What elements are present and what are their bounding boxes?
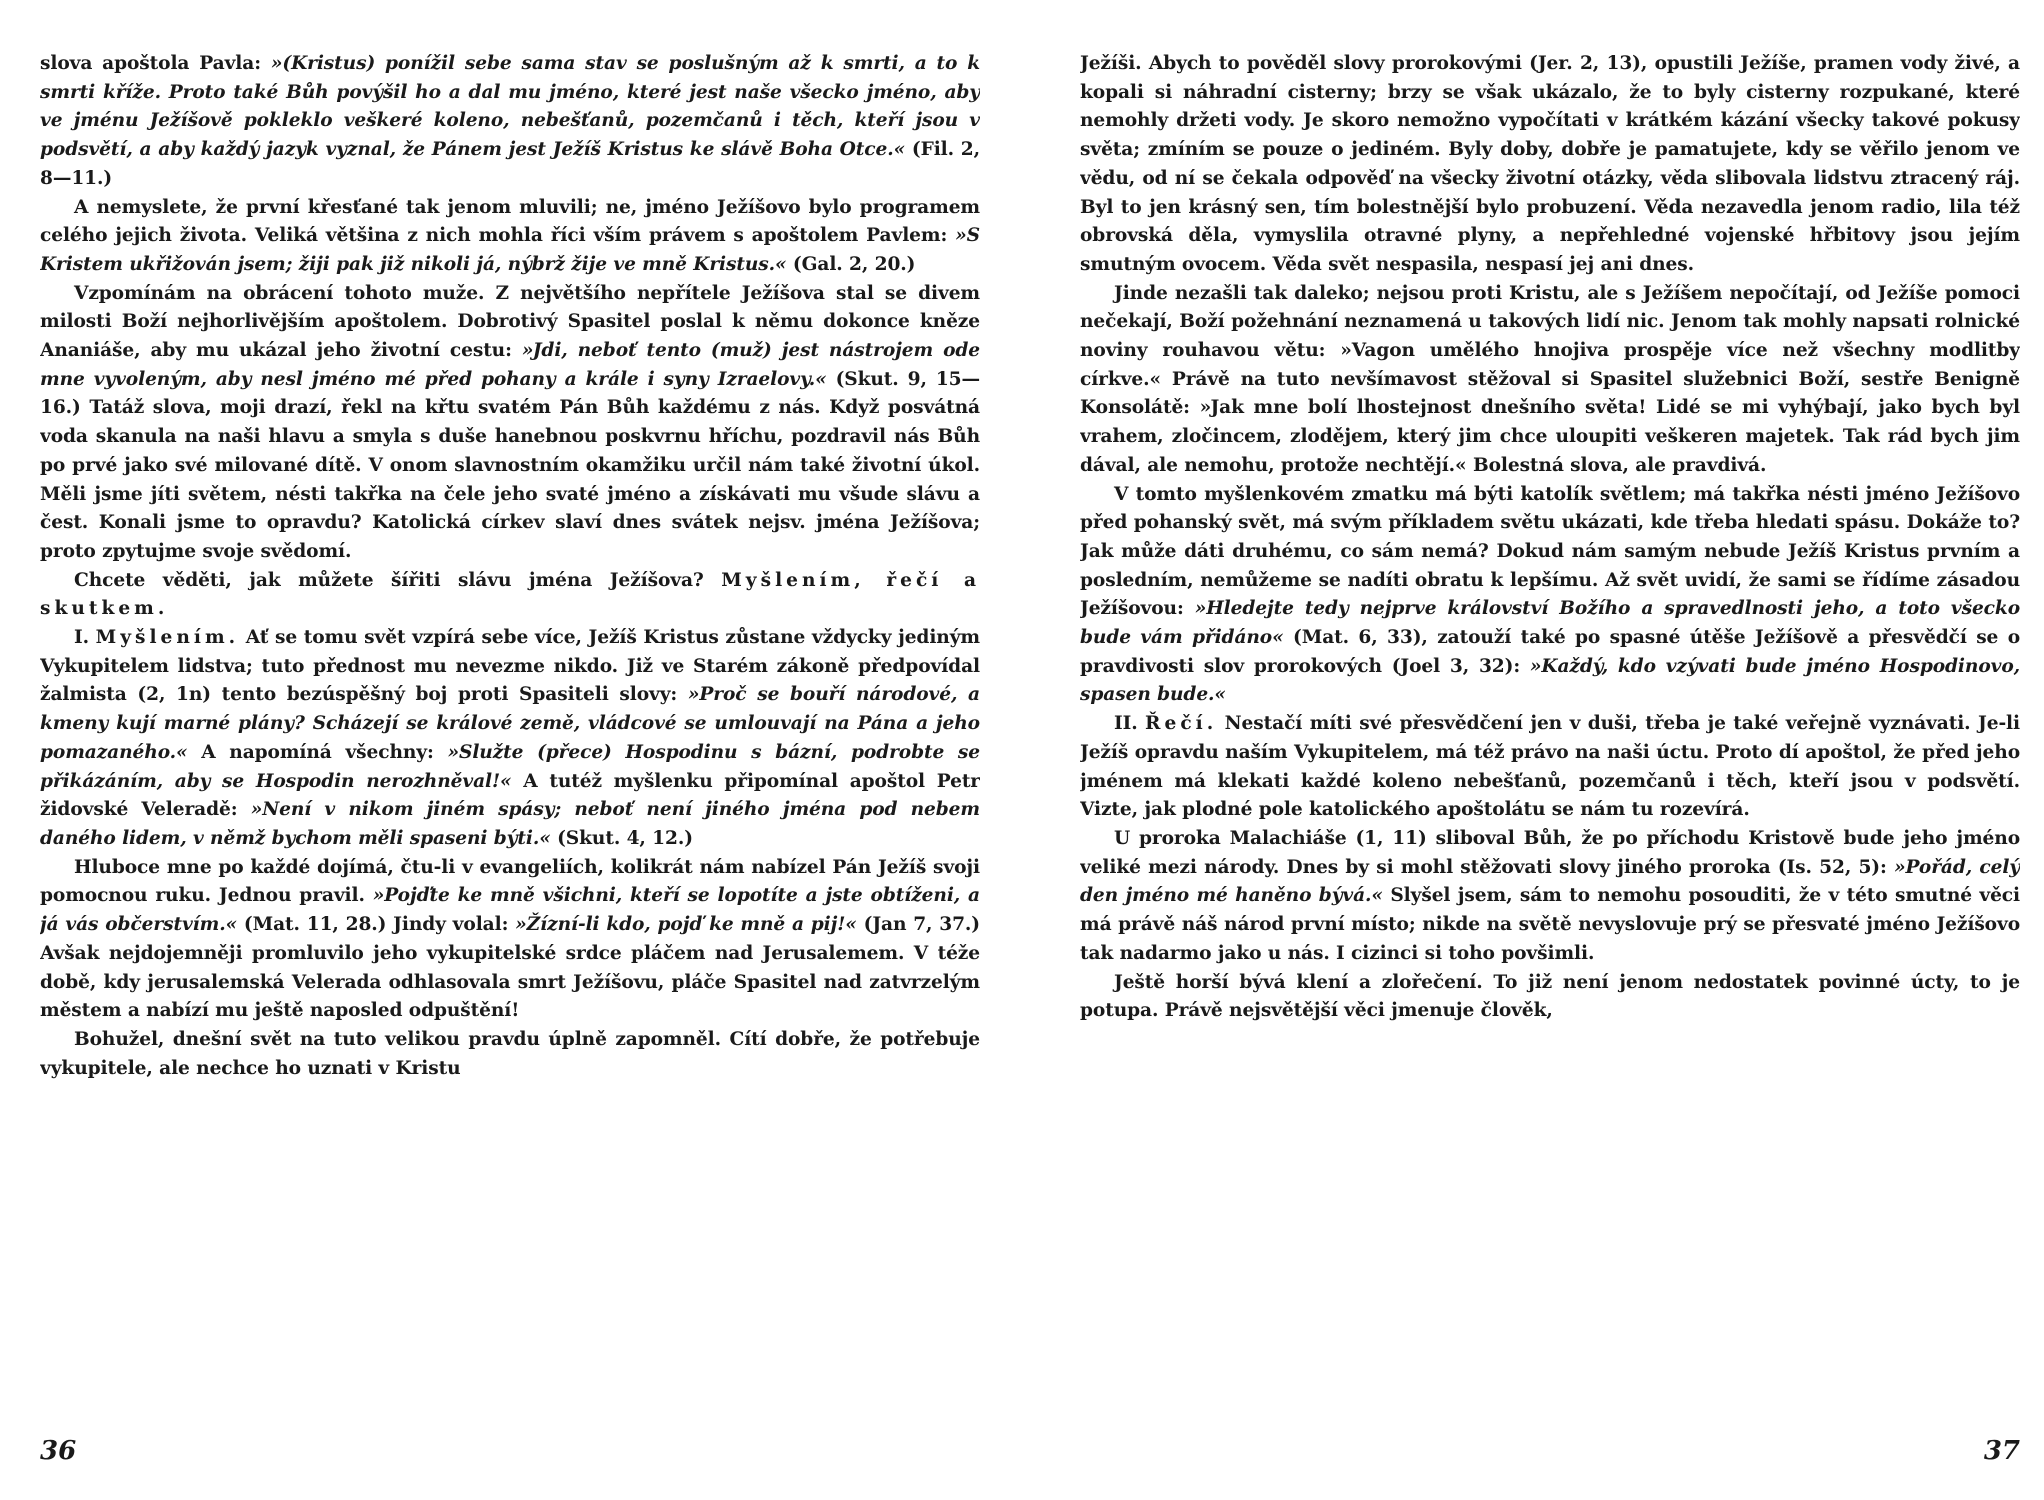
body-text: Ještě horší bývá klení a zlořečení. To již není jenom nedostatek povinné úcty, to je potupa. Právě nejsvětější věci jmenuje člověk, bbox=[1080, 971, 2020, 1022]
paragraph bbox=[1080, 280, 2020, 481]
paragraph bbox=[1080, 50, 2020, 280]
paragraph bbox=[40, 280, 980, 567]
quotation-text: »Žízní-li kdo, pojď ke mně a pij!« bbox=[515, 914, 857, 936]
paragraph bbox=[40, 567, 980, 624]
body-text: U proroka Malachiáše (1, 11) sliboval Bůh, že po příchodu Kristově bude jeho jméno veliké mezi národy. Dnes by si mohl stěžovati slovy jiného proroka (Is. 52, 5): bbox=[1080, 827, 2020, 878]
quotation-text: »Proč se bouří národové, a kmeny kují marné plány? Scházejí se králové země, vládcové se umlouvají na Pána a jeho pomazaného.« bbox=[40, 684, 980, 763]
paragraph bbox=[40, 1026, 980, 1083]
left-page-text bbox=[40, 50, 980, 1410]
left-page bbox=[40, 50, 980, 1490]
page-number: 37 bbox=[1983, 1436, 2020, 1466]
body-text: Nestačí míti své přesvědčení jen v duši, třeba je také veřejně vyznávati. Je-li Ježíš opravdu naším Vykupitelem, má též právo na naši úctu. Proto dí apoštol, že před jeho jménem má klekati každé koleno nebešťanů, pozemčanů i těch, kteří jsou v podsvětí. Vizte, jak plodné pole katolického apoštolátu se nám tu rozevírá. bbox=[1080, 713, 2020, 821]
emphasized-heading-text: Řečí. bbox=[1145, 713, 1218, 735]
body-text: Bohužel, dnešní svět na tuto velikou pravdu úplně zapomněl. Cítí dobře, že potřebuje vykupitele, ale nechce ho uznati v Kristu bbox=[40, 1028, 980, 1079]
body-text: Ježíši. Abych to pověděl slovy prorokovými (Jer. 2, 13), opustili Ježíše, pramen vody živé, a kopali si náhradní cisterny; brzy se však ukázalo, že to byly cisterny rozpukané, které nemohly držeti vody. Je skoro nemožno vypočítati v krátkém kázání všecky takové pokusy světa; zmíním se pouze o jediném. Byly doby, dobře je pamatujete, kdy se věřilo jenom ve vědu, od ní se čekala odpověď na všecky životní otázky, věda slibovala lidstvu ztracený ráj. Byl to jen krásný sen, tím bolestnější bylo probuzení. Věda nezavedla jenom radio, lila též obrovská děla, vymyslila otravné plyny, a nepřehledné vojenské hřbitovy jsou jejím smutným ovocem. Věda svět nespasila, nespasí jej ani dnes. bbox=[1080, 53, 2020, 275]
quotation-text: »Jdi, neboť tento (muž) jest nástrojem ode mne vyvoleným, aby nesl jméno mé před pohany a krále i syny Izraelovy.« bbox=[40, 340, 980, 390]
body-text: (Fil. 2, 8—11.) bbox=[40, 139, 980, 189]
right-page-text bbox=[1080, 50, 2020, 1410]
body-text: slova apoštola Pavla: bbox=[40, 53, 271, 74]
body-text: (Skut. 4, 12.) bbox=[550, 827, 693, 849]
paragraph bbox=[40, 50, 980, 194]
paragraph bbox=[1080, 710, 2020, 825]
quotation-text: »Každý, kdo vzývati bude jméno Hospodinovo, spasen bude.« bbox=[1080, 655, 2020, 706]
body-text: V tomto myšlenkovém zmatku má býti katolík světlem; má takřka nésti jméno Ježíšovo před pohanský svět, má svým příkladem světu ukázati, kde třeba hledati spásu. Dokáže to? Jak může dáti druhému, co sám nemá? Dokud nám samým nebude Ježíš Kristus prvním a posledním, nemůžeme se nadíti obratu k lepšímu. Až svět uvidí, že sami se řídíme zásadou Ježíšovou: bbox=[1080, 483, 2020, 620]
body-text: (Jan 7, 37.) Avšak nejdojemněji promluvilo jeho vykupitelské srdce pláčem nad Jerusalemem. V téže době, kdy jerusalemská Velerada odhlasovala smrt Ježíšovu, pláče Spasitel nad zatvrzelým městem a nabízí mu ještě naposled odpuštění! bbox=[40, 914, 980, 1022]
body-text: Jinde nezašli tak daleko; nejsou proti Kristu, ale s Ježíšem nepočítají, od Ježíše pomoci nečekají, Boží požehnání neznamená u takových lidí nic. Jenom tak mohly napsati rolnické noviny rouhavou větu: »Vagon umělého hnojiva prospěje více než všechny modlitby církve.« Právě na tuto nevšímavost stěžoval si Spasitel služebnici Boží, sestře Benigně Konsolátě: »Jak mne bolí lhostejnost dnešního světa! Lidé se mi vyhýbají, jako bych byl vrahem, zločincem, zlodějem, který jim chce uloupiti veškeren majetek. Tak rád bych jim dával, ale nemohu, protože nechtějí.« Bolestná slova, ale pravdivá. bbox=[1080, 282, 2020, 476]
page-number: 36 bbox=[40, 1436, 77, 1466]
body-text: II. bbox=[1114, 713, 1146, 735]
body-text: A napomíná všechny: bbox=[187, 741, 448, 763]
quotation-text: »Pojďte ke mně všichni, kteří se lopotíte a jste obtíženi, a já vás občerstvím.« bbox=[40, 885, 980, 936]
body-text: (Skut. 9, 15—16.) Tatáž slova, moji drazí, řekl na křtu svatém Pán Bůh každému z nás. Když posvátná voda skanula na naši hlavu a smyla s duše hanebnou poskvrnu hříchu, pozdravil nás Bůh po prvé jako své milované dítě. V onom slavnostním okamžiku určil nám také životní úkol. Měli jsme jíti světem, nésti takřka na čele jeho svaté jméno a získávati mu všude slávu a čest. Konali jsme to opravdu? Katolická církev slaví dnes svátek nejsv. jména Ježíšova; proto zpytujme svoje svědomí. bbox=[40, 368, 980, 562]
body-text: Vzpomínám na obrácení tohoto muže. Z největšího nepřítele Ježíšova stal se divem milosti Boží nejhorlivějším apoštolem. Dobrotivý Spasitel poslal k němu dokonce kněze Ananiáše, aby mu ukázal jeho životní cestu: bbox=[40, 282, 980, 362]
body-text: (Mat. 6, 33), zatouží také po spasné útěše Ježíšově a přesvědčí se o pravdivosti slov prorokových (Joel 3, 32): bbox=[1080, 627, 2020, 677]
body-text: A nemyslete, že první křesťané tak jenom mluvili; ne, jméno Ježíšovo bylo programem celého jejich života. Veliká většina z nich mohla říci vším právem s apoštolem Pavlem: bbox=[40, 196, 980, 247]
paragraph bbox=[40, 624, 980, 854]
paragraph bbox=[40, 194, 980, 280]
right-page bbox=[1080, 50, 2020, 1490]
body-text: Ať se tomu svět vzpírá sebe více, Ježíš Kristus zůstane vždycky jediným Vykupitelem lidstva; tuto přednost mu nevezme nikdo. Již ve Starém zákoně předpovídal žalmista (2, 1n) tento bezúspěšný boj proti Spasiteli slovy: bbox=[40, 627, 980, 706]
paragraph bbox=[1080, 969, 2020, 1026]
body-text: A tutéž myšlenku připomínal apoštol Petr židovské Veleradě: bbox=[40, 770, 980, 821]
quotation-text: »Není v nikom jiném spásy; neboť není jiného jména pod nebem daného lidem, v němž bychom měli spaseni býti.« bbox=[40, 799, 980, 849]
body-text: (Gal. 2, 20.) bbox=[786, 253, 916, 275]
quotation-text: »Hledejte tedy nejprve království Božího a spravedlnosti jeho, a toto všecko bude vám přidáno« bbox=[1080, 598, 2020, 649]
quotation-text: »Služte (přece) Hospodinu s bázní, podrobte se přikázáním, aby se Hospodin nerozhněval!« bbox=[40, 741, 980, 792]
paragraph bbox=[1080, 481, 2020, 711]
body-text: (Mat. 11, 28.) Jindy volal: bbox=[237, 914, 516, 936]
paragraph bbox=[1080, 825, 2020, 969]
body-text: I. bbox=[74, 627, 96, 649]
quotation-text: »S Kristem ukřižován jsem; žiji pak již nikoli já, nýbrž žije ve mně Kristus.« bbox=[40, 225, 980, 275]
body-text: Chcete věděti, jak můžete šířiti slávu jména Ježíšova? bbox=[74, 569, 722, 591]
body-text: Hluboce mne po každé dojímá, čtu-li v evangeliích, kolikrát nám nabízel Pán Ježíš svoji pomocnou ruku. Jednou pravil. bbox=[40, 856, 980, 907]
body-text: Slyšel jsem, sám to nemohu posouditi, že v této smutné věci má právě náš národ první místo; nikde na světě nevyslovuje prý se přesvaté jméno Ježíšovo tak nadarmo jako u nás. I cizinci si toho povšimli. bbox=[1080, 885, 2020, 964]
quotation-text: »Pořád, celý den jméno mé haněno bývá.« bbox=[1080, 856, 2020, 907]
emphasized-heading-text: Myšlením. bbox=[95, 627, 240, 649]
paragraph bbox=[40, 854, 980, 1026]
quotation-text: »(Kristus) ponížil sebe sama stav se poslušným až k smrti, a to k smrti kříže. Proto také Bůh povýšil ho a dal mu jméno, které jest naše všecko jméno, aby ve jménu Ježíšově pokleklo veškeré koleno, nebešťanů, pozemčanů i těch, kteří jsou v podsvětí, a aby každý jazyk vyznal, že Pánem jest Ježíš Kristus ke slávě Boha Otce.« bbox=[40, 53, 980, 161]
emphasized-heading-text: Myšlením, řečí a skutkem. bbox=[40, 569, 980, 620]
